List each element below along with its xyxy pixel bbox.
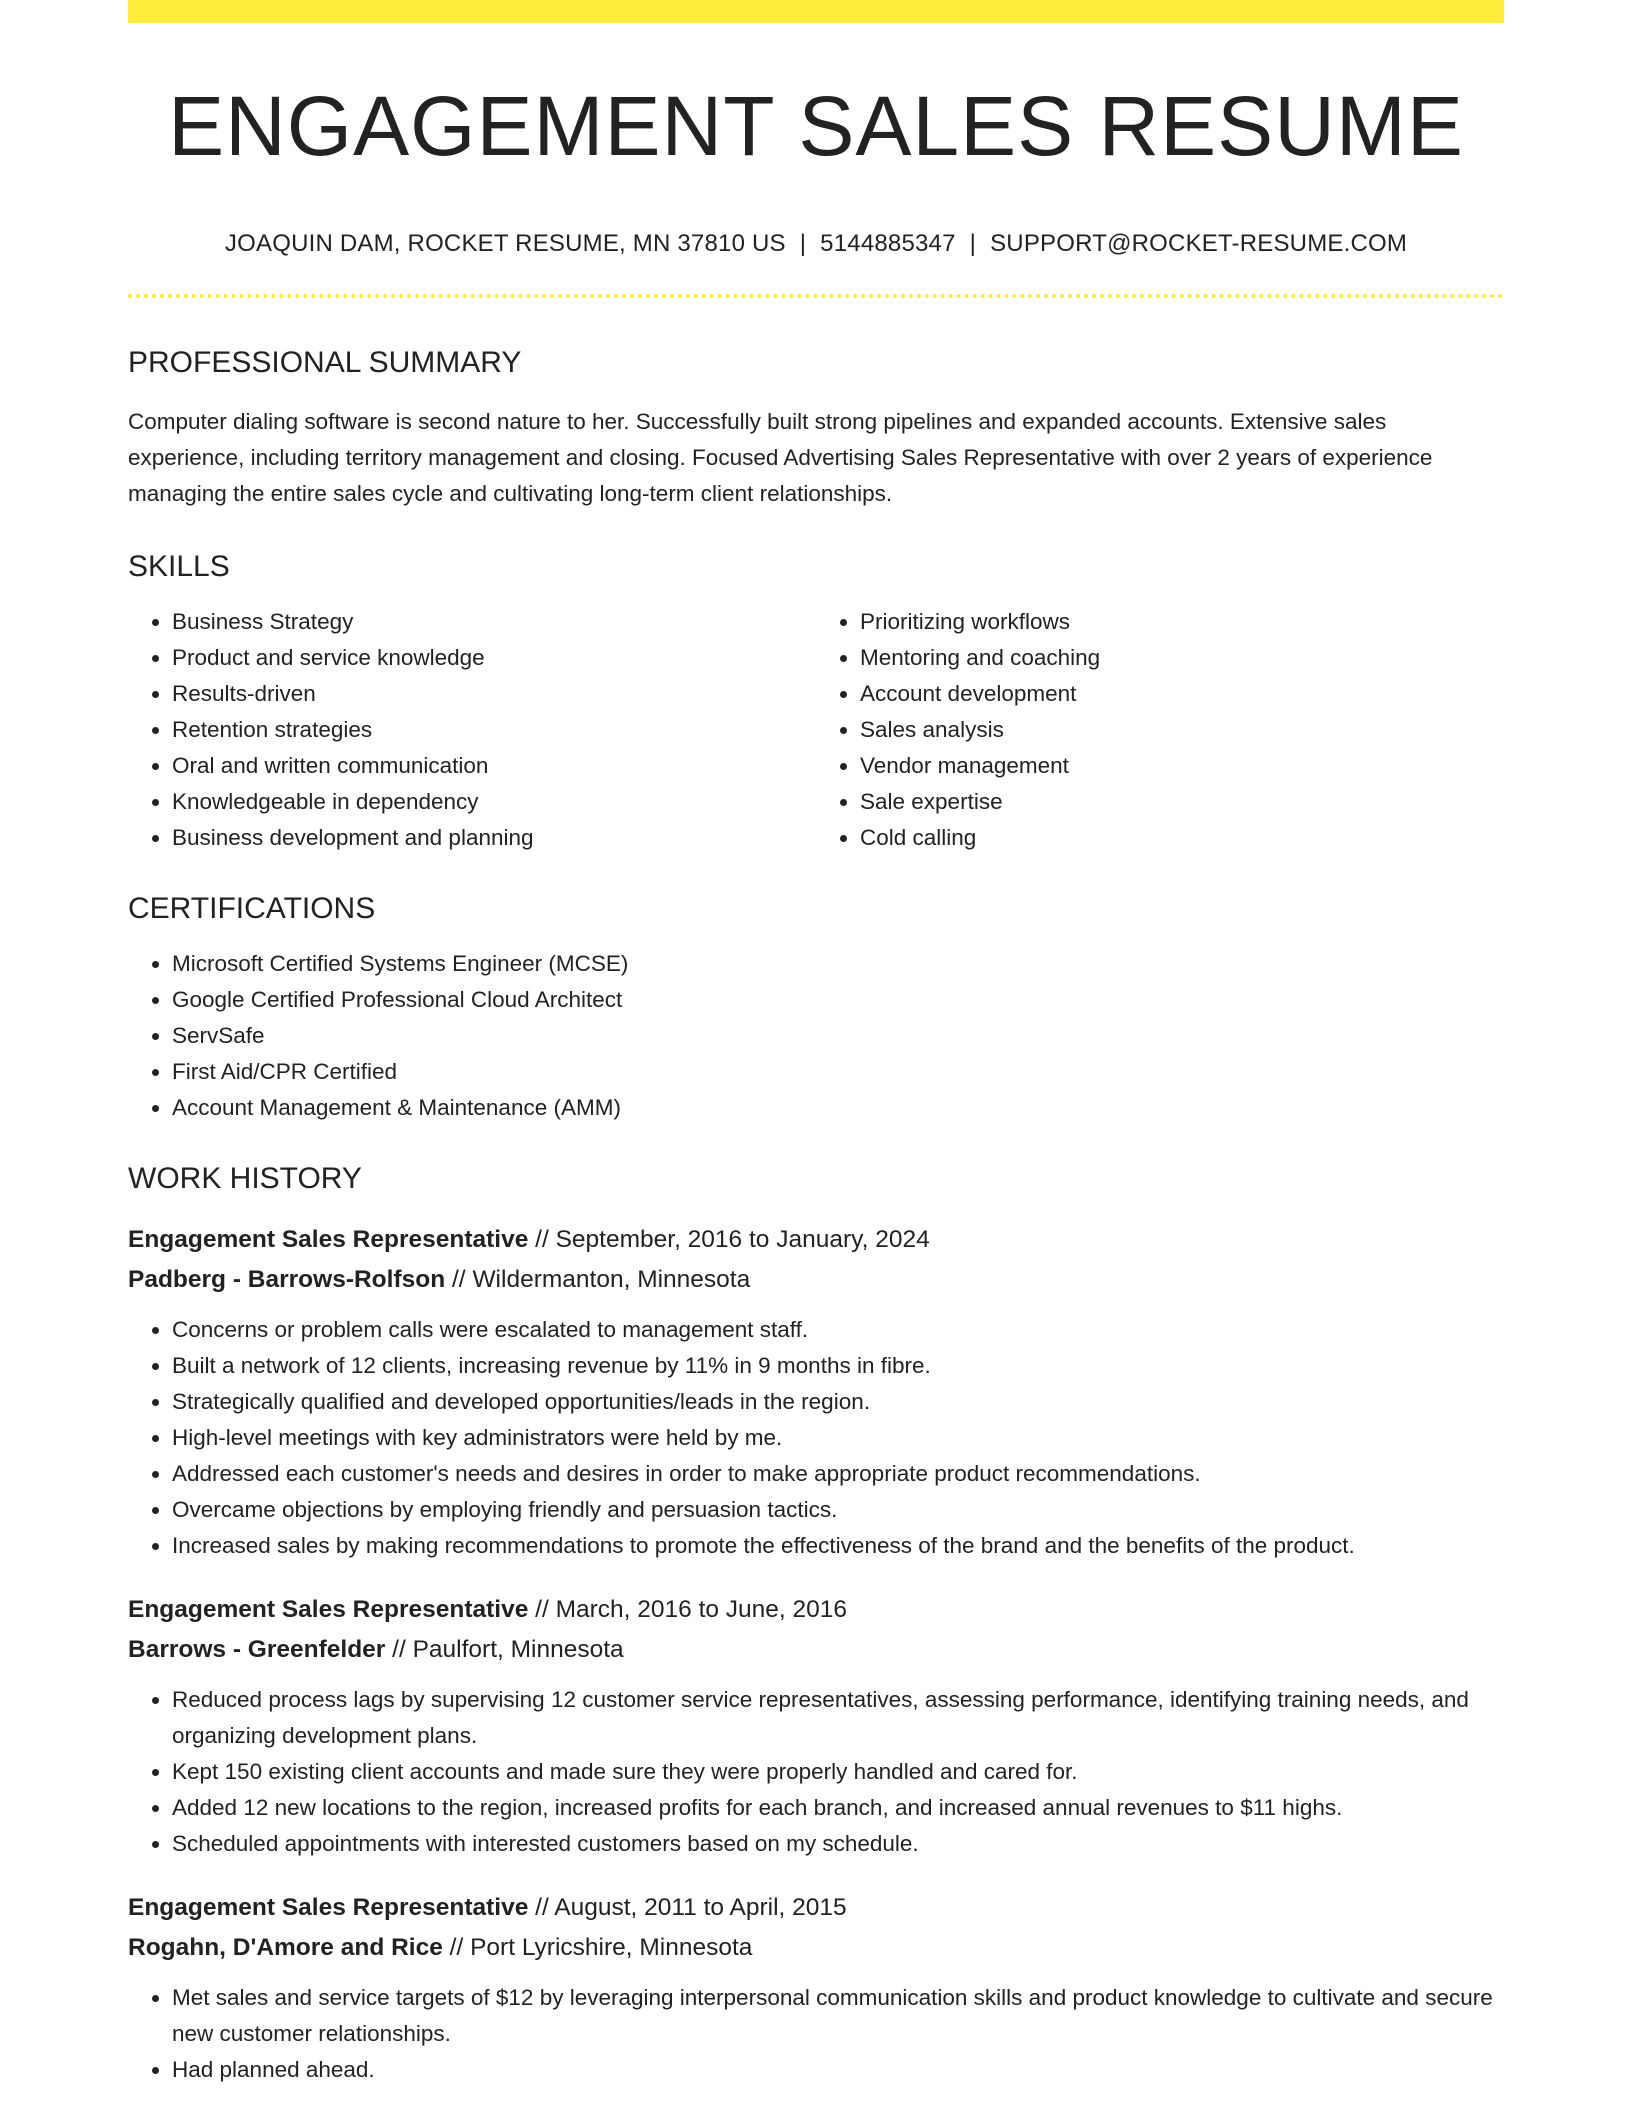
job-bullet: • Met sales and service targets of $12 by leveraging interpersonal communication skills and product knowledge to cultivate and secure new customer relationships. (172, 1980, 1504, 2052)
job-bullets (128, 1682, 1504, 1862)
job-bullet: • Overcame objections by employing friendly and persuasion tactics. (172, 1492, 1504, 1528)
skill-item: • Knowledgeable in dependency (172, 784, 816, 820)
skill-item: • Business Strategy (172, 604, 816, 640)
job-title: Engagement Sales Representative (128, 1596, 529, 1624)
skill-item: • Prioritizing workflows (860, 604, 1504, 640)
job-dates: March, 2016 to June, 2016 (555, 1596, 848, 1624)
contact-separator: | (969, 230, 977, 258)
job-divider: // (449, 1934, 464, 1962)
resume-page (128, 0, 1504, 2088)
job-company-line (128, 1260, 1504, 1300)
contact-separator: | (799, 230, 807, 258)
job-divider: // (535, 1226, 549, 1254)
certification-item: • First Aid/CPR Certified (172, 1054, 1504, 1090)
job-divider: // (535, 1894, 549, 1922)
certification-item: • ServSafe (172, 1018, 1504, 1054)
job-bullets (128, 1312, 1504, 1564)
job-bullet: • Had planned ahead. (172, 2052, 1504, 2088)
job-bullets (128, 1980, 1504, 2088)
job-bullet: • Reduced process lags by supervising 12 customer service representatives, assessing performance, identifying training needs, and organizing development plans. (172, 1682, 1504, 1754)
job-title-line (128, 1888, 1504, 1928)
job-title-line (128, 1220, 1504, 1260)
skills-columns (128, 604, 1504, 856)
certification-item: • Microsoft Certified Systems Engineer (MCSE) (172, 946, 1504, 982)
job-title-line (128, 1590, 1504, 1630)
contact-phone: 5144885347 (820, 230, 956, 258)
skills-list-right (816, 604, 1504, 856)
job-location: Paulfort, Minnesota (412, 1636, 624, 1664)
skills-list-left (128, 604, 816, 856)
job-dates: September, 2016 to January, 2024 (555, 1226, 930, 1254)
skill-item: • Product and service knowledge (172, 640, 816, 676)
job-company-line (128, 1928, 1504, 1968)
job-bullet: • Strategically qualified and developed opportunities/leads in the region. (172, 1384, 1504, 1420)
job-dates: August, 2011 to April, 2015 (554, 1894, 847, 1922)
job-divider: // (392, 1636, 406, 1664)
top-accent-bar (128, 0, 1504, 23)
summary-text: Computer dialing software is second nature to her. Successfully built strong pipelines and expanded accounts. Extensive sales experience, including territory management and closing. Focused Advertising Sales Representative with over 2 years of experience managing the entire sales cycle and cultivating long-term client relationships. (128, 409, 1433, 507)
job-entry (128, 1590, 1504, 1862)
resume-title: ENGAGEMENT SALES RESUME (168, 79, 1464, 173)
contact-line (128, 230, 1504, 258)
certifications-list (128, 946, 1504, 1126)
contact-address: JOAQUIN DAM, ROCKET RESUME, MN 37810 US (224, 230, 786, 258)
job-company-line (128, 1630, 1504, 1670)
skill-item: • Sale expertise (860, 784, 1504, 820)
job-bullet: • Addressed each customer's needs and desires in order to make appropriate product recommendations. (172, 1456, 1504, 1492)
job-company: Barrows - Greenfelder (128, 1636, 386, 1664)
contact-email: SUPPORT@ROCKET-RESUME.COM (990, 230, 1408, 258)
job-location: Port Lyricshire, Minnesota (470, 1934, 753, 1962)
certification-item: • Account Management & Maintenance (AMM) (172, 1090, 1504, 1126)
certification-item: • Google Certified Professional Cloud Architect (172, 982, 1504, 1018)
skill-item: • Oral and written communication (172, 748, 816, 784)
job-location: Wildermanton, Minnesota (472, 1266, 751, 1294)
job-company: Rogahn, D'Amore and Rice (128, 1934, 443, 1962)
job-title: Engagement Sales Representative (128, 1226, 529, 1254)
job-bullet: • High-level meetings with key administrators were held by me. (172, 1420, 1504, 1456)
summary-heading: PROFESSIONAL SUMMARY (128, 346, 522, 380)
job-entry (128, 1888, 1504, 2088)
job-divider: // (452, 1266, 466, 1294)
job-divider: // (535, 1596, 549, 1624)
skill-item: • Sales analysis (860, 712, 1504, 748)
job-bullet: • Scheduled appointments with interested customers based on my schedule. (172, 1826, 1504, 1862)
header-divider (128, 294, 1504, 298)
skill-item: • Cold calling (860, 820, 1504, 856)
job-bullet: • Increased sales by making recommendations to promote the effectiveness of the brand and the benefits of the product. (172, 1528, 1504, 1564)
skill-item: • Mentoring and coaching (860, 640, 1504, 676)
job-company: Padberg - Barrows-Rolfson (128, 1266, 446, 1294)
skills-heading: SKILLS (128, 550, 230, 584)
job-title: Engagement Sales Representative (128, 1894, 529, 1922)
skill-item: • Results-driven (172, 676, 816, 712)
skill-item: • Vendor management (860, 748, 1504, 784)
job-bullet: • Built a network of 12 clients, increasing revenue by 11% in 9 months in fibre. (172, 1348, 1504, 1384)
work-history-heading: WORK HISTORY (128, 1162, 362, 1196)
skill-item: • Retention strategies (172, 712, 816, 748)
skill-item: • Business development and planning (172, 820, 816, 856)
job-entry (128, 1220, 1504, 1564)
job-bullet: • Concerns or problem calls were escalated to management staff. (172, 1312, 1504, 1348)
certifications-heading: CERTIFICATIONS (128, 892, 376, 926)
skill-item: • Account development (860, 676, 1504, 712)
job-bullet: • Kept 150 existing client accounts and made sure they were properly handled and cared for. (172, 1754, 1504, 1790)
job-bullet: • Added 12 new locations to the region, increased profits for each branch, and increased annual revenues to $11 highs. (172, 1790, 1504, 1826)
